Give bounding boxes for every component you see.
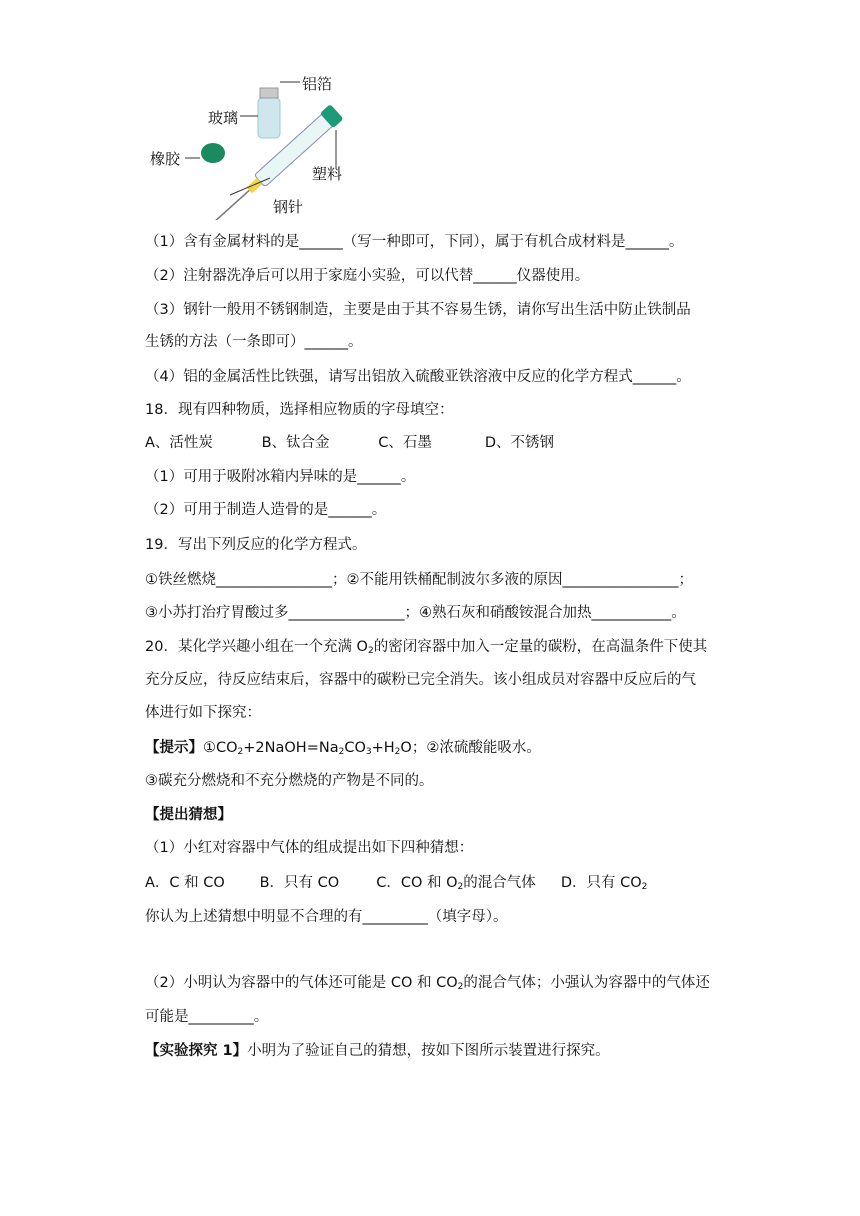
q18-option-b: B、钛合金 xyxy=(261,435,330,451)
q20-option-d: D．只有 $CO_2$ xyxy=(560,875,648,892)
q19-stem: 19．写出下列反应的化学方程式。 xyxy=(145,537,367,553)
q20-guess-options xyxy=(145,873,647,897)
label-plastic: 塑料 xyxy=(312,165,343,183)
q20-stem-line3: 体进行如下探究： xyxy=(145,705,261,721)
q18-options xyxy=(145,433,554,453)
q18-part2: （2）可用于制造人造骨的是______。 xyxy=(145,502,387,518)
q18-part1: （1）可用于吸附冰箱内异味的是______。 xyxy=(145,469,416,485)
q17-part1: （1）含有金属材料的是______（写一种即可，下同），属于有机合成材料是______。 xyxy=(145,234,684,250)
syringe-illustration xyxy=(140,70,370,220)
q20-stem-line1: 20．某化学兴趣小组在一个充满 $O_2$的密闭容器中加入一定量的碳粉，在高温条件下使其 xyxy=(145,639,708,656)
q19-line1: ①铁丝燃烧________________；②不能用铁桶配制波尔多液的原因________________； xyxy=(145,572,693,588)
q20-guess-answer: 你认为上述猜想中明显不合理的有_________（填字母）。 xyxy=(145,909,508,925)
q18-option-c: C、石墨 xyxy=(378,435,432,451)
q20-guess-part2-line1: （2）小明认为容器中的气体还可能是 CO 和 $CO_2$的混合气体；小强认为容器中的气体还 xyxy=(145,975,710,992)
label-rubber: 橡胶 xyxy=(150,150,181,168)
q20-option-c: C．CO 和 $O_2$的混合气体 xyxy=(376,875,536,892)
q20-hint-line2: ③碳充分燃烧和不充分燃烧的产物是不同的。 xyxy=(145,773,434,789)
q19-line2: ③小苏打治疗胃酸过多________________；④熟石灰和硝酸铵混合加热___________。 xyxy=(145,605,686,621)
q17-part3-line1: （3）钢针一般用不锈钢制造，主要是由于其不容易生锈，请你写出生活中防止铁制品 xyxy=(145,302,691,318)
q20-guess-part1: （1）小红对容器中气体的组成提出如下四种猜想： xyxy=(145,840,474,856)
label-steel-needle: 钢针 xyxy=(273,198,304,216)
q20-hint: 【提示】$①CO_2+2NaOH=Na_2CO_3+H_2O$；②浓硫酸能吸水。 xyxy=(145,740,541,757)
label-aluminum-foil: 铝箔 xyxy=(302,75,333,93)
q17-part4: （4）铝的金属活性比铁强，请写出铝放入硫酸亚铁溶液中反应的化学方程式______。 xyxy=(145,369,691,385)
q20-stem-line2: 充分反应，待反应结束后，容器中的碳粉已完全消失。该小组成员对容器中反应后的气 xyxy=(145,672,696,688)
q18-option-a: A、活性炭 xyxy=(145,435,213,451)
syringe-figure xyxy=(140,70,370,220)
q20-guess-part2-line2: 可能是_________。 xyxy=(145,1009,269,1025)
q17-part2: （2）注射器洗净后可以用于家庭小实验，可以代替______仪器使用。 xyxy=(145,268,590,284)
q20-option-b: B．只有 CO xyxy=(259,875,340,891)
q20-experiment-1: 【实验探究 1】小明为了验证自己的猜想，按如下图所示装置进行探究。 xyxy=(145,1043,610,1059)
label-glass: 玻璃 xyxy=(208,109,239,127)
q17-part3-line2: 生锈的方法（一条即可）______。 xyxy=(145,334,363,350)
q18-option-d: D、不锈钢 xyxy=(484,435,554,451)
q20-guess-heading: 【提出猜想】 xyxy=(145,807,232,823)
q20-option-a: A．C 和 CO xyxy=(145,875,225,891)
q18-stem: 18．现有四种物质，选择相应物质的字母填空： xyxy=(145,402,454,418)
